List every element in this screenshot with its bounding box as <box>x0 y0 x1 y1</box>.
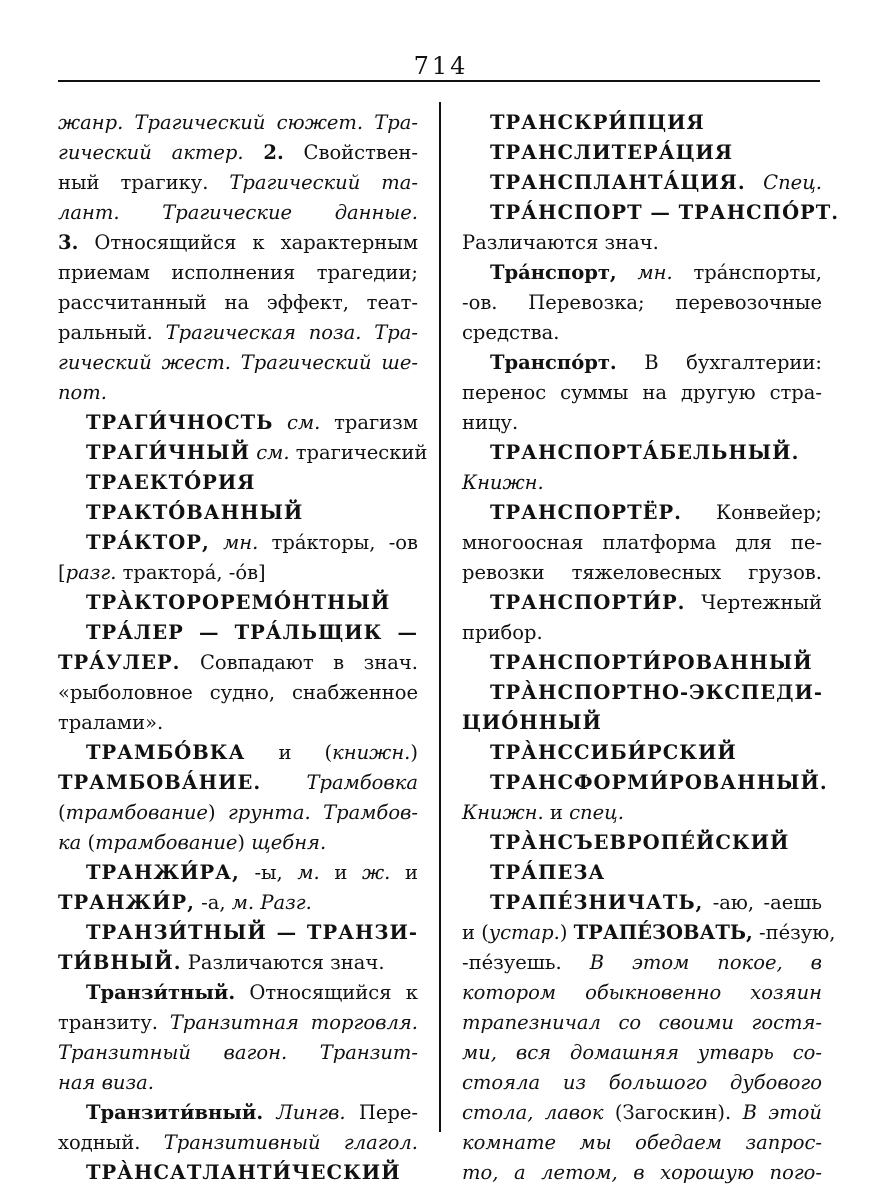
text-segment: трагический <box>289 441 428 464</box>
italic-text: пот. <box>58 381 107 404</box>
text-line <box>462 288 822 318</box>
bold-text: Транзи́тный. <box>86 981 236 1004</box>
text-line <box>86 528 418 558</box>
text-line <box>86 468 418 498</box>
text-line <box>462 378 822 408</box>
italic-text: Трамбовка <box>306 771 418 794</box>
text-line <box>490 258 822 288</box>
text-line <box>462 318 822 348</box>
text-segment: -ов. Перевозка; перевозочные <box>462 291 822 314</box>
text-segment: ный трагику. <box>58 171 230 194</box>
text-line <box>86 438 428 468</box>
text-line <box>490 348 822 378</box>
text-segment: Различаются знач. <box>181 951 385 974</box>
text-segment: прибор. <box>462 621 543 644</box>
text-segment <box>263 1101 276 1124</box>
italic-text: книжн. <box>332 741 411 764</box>
text-line <box>58 108 418 138</box>
text-segment: и ( <box>462 921 489 944</box>
headword: ТРАНСКРИ́ПЦИЯ <box>490 111 705 134</box>
italic-text: м. Разг. <box>231 891 312 914</box>
text-segment: Свойствен- <box>283 141 418 164</box>
text-segment: ( <box>81 831 96 854</box>
headword: ТРАМБОВА́НИЕ. <box>58 771 262 794</box>
italic-text: разг. <box>65 561 117 584</box>
text-line <box>58 678 418 708</box>
text-line <box>58 1068 418 1098</box>
text-line <box>490 168 822 198</box>
italic-text: см. <box>287 411 321 434</box>
text-line <box>58 138 418 168</box>
italic-text: Транзитный вагон. Транзит- <box>58 1041 418 1064</box>
text-segment <box>746 171 764 194</box>
italic-text: котором обыкновенно хозяин <box>462 981 822 1004</box>
text-segment <box>273 411 287 434</box>
italic-text: мн. <box>637 261 673 284</box>
italic-text: см. <box>256 441 290 464</box>
text-line <box>58 648 418 678</box>
italic-text: В этой <box>742 1101 822 1124</box>
text-segment: тра́кторы, -ов <box>258 531 418 554</box>
text-line <box>490 648 822 678</box>
text-segment: ревозки тяжеловесных грузов. <box>462 561 822 584</box>
headword: ТРА́ПЕЗА <box>490 861 606 884</box>
italic-text: спец. <box>569 801 624 824</box>
text-line <box>462 1008 822 1038</box>
text-line <box>462 558 822 588</box>
italic-text: ж. <box>361 861 391 884</box>
text-line <box>462 798 822 828</box>
text-line <box>490 138 822 168</box>
text-segment <box>617 261 638 284</box>
text-line <box>58 198 418 228</box>
text-line <box>86 858 418 888</box>
headword: ТРА̀НСАТЛАНТИ́ЧЕСКИЙ <box>86 1161 401 1184</box>
headword: ТРА́УЛЕР. <box>58 651 181 674</box>
italic-text: Спец. <box>763 171 822 194</box>
italic-text: трапезничал со своими гостя- <box>462 1011 822 1034</box>
text-segment: многоосная платформа для пе- <box>462 531 822 554</box>
text-segment: ) <box>207 801 228 824</box>
text-segment: ) <box>559 921 574 944</box>
text-segment: -аю, -аешь <box>703 891 822 914</box>
italic-text: Трагический та- <box>229 171 418 194</box>
text-segment: Различаются знач. <box>462 231 659 254</box>
bold-text: Транспо́рт. <box>490 351 617 374</box>
text-segment: трактора́, -о́в] <box>116 561 266 584</box>
italic-text: гический жест. Трагический ше- <box>58 351 418 374</box>
text-line <box>86 1158 418 1188</box>
text-line <box>462 1038 822 1068</box>
text-segment: -ы, <box>239 861 298 884</box>
text-line <box>490 588 822 618</box>
text-segment: и <box>390 861 418 884</box>
text-line <box>58 318 418 348</box>
text-line <box>462 1068 822 1098</box>
text-segment: ходный. <box>58 1131 164 1154</box>
headword: ТРАНСПОРТИ́РОВАННЫЙ <box>490 651 813 674</box>
italic-text: трамбование <box>95 831 238 854</box>
text-segment: [ <box>58 561 66 584</box>
header-rule <box>58 80 820 82</box>
text-line <box>86 498 418 528</box>
text-line <box>58 948 418 978</box>
text-line <box>462 1158 822 1188</box>
headword: ТРАНСПОРТИ́Р. <box>490 591 686 614</box>
text-segment: ) <box>237 831 252 854</box>
text-line <box>462 1128 822 1158</box>
text-line <box>490 678 822 708</box>
text-line <box>58 558 418 588</box>
text-line <box>86 738 418 768</box>
headword: ТИ́ВНЫЙ. <box>58 951 182 974</box>
text-line <box>58 288 418 318</box>
text-line <box>490 858 822 888</box>
text-line <box>58 258 418 288</box>
text-segment: рассчитанный на эффект, теат- <box>58 291 418 314</box>
italic-text: гический актер. <box>58 141 244 164</box>
italic-text: то, а летом, в хорошую пого- <box>462 1161 822 1184</box>
italic-text: Книжн. <box>462 471 544 494</box>
text-segment <box>261 771 306 794</box>
text-line <box>462 408 822 438</box>
headword: ТРАНСПЛАНТА́ЦИЯ. <box>490 171 746 194</box>
text-segment: средства. <box>462 321 560 344</box>
text-segment: -пе́зуешь. <box>462 951 590 974</box>
headword: ТРА̀КТОРОРЕМО́НТНЫЙ <box>86 591 391 614</box>
headword: ТРАГИ́ЧНОСТЬ <box>86 411 274 434</box>
text-line <box>58 348 418 378</box>
text-line <box>58 708 418 738</box>
text-segment: (Загоскин). <box>603 1101 743 1124</box>
text-segment: ницу. <box>462 411 519 434</box>
italic-text: ка <box>58 831 82 854</box>
headword: ТРАНСЛИТЕРА́ЦИЯ <box>490 141 734 164</box>
text-line <box>58 798 418 828</box>
italic-text: стояла из большого дубового <box>462 1071 822 1094</box>
text-segment: «рыболовное судно, снабженное <box>58 681 418 704</box>
text-line <box>490 498 822 528</box>
text-segment: и <box>543 801 570 824</box>
headword: ТРАНСПОРТЁР. <box>490 501 682 524</box>
text-line <box>462 528 822 558</box>
text-segment: тралами». <box>58 711 164 734</box>
italic-text: Книжн. <box>462 801 544 824</box>
italic-text: Транзитная торговля. <box>169 1011 418 1034</box>
bold-text: ТРАПЕ́ЗОВАТЬ, <box>573 921 753 944</box>
italic-text: В этом покое, в <box>589 951 822 974</box>
text-line <box>86 918 418 948</box>
italic-text: трамбование <box>65 801 208 824</box>
text-line <box>490 198 840 228</box>
text-segment: -пе́зую, <box>752 921 836 944</box>
text-segment: перенос суммы на другую стра- <box>462 381 822 404</box>
text-line <box>490 828 822 858</box>
text-line <box>86 618 418 648</box>
text-line <box>58 1008 418 1038</box>
bold-text: Транзити́вный. <box>86 1101 264 1124</box>
headword: ТРА́ЛЕР — ТРА́ЛЬЩИК — <box>86 621 418 644</box>
text-segment: тра́нспорты, <box>672 261 822 284</box>
text-line <box>86 588 418 618</box>
italic-text: устар. <box>488 921 560 944</box>
text-line <box>58 228 418 258</box>
headword: ТРА̀НССИБИ́РСКИЙ <box>490 741 737 764</box>
italic-text: мн. <box>223 531 259 554</box>
text-segment: В бухгалтерии: <box>616 351 822 374</box>
text-line <box>462 228 822 258</box>
headword: ТРАПЕ́ЗНИЧАТЬ, <box>490 891 704 914</box>
text-segment: Чертежный <box>685 591 822 614</box>
text-line <box>462 1098 822 1128</box>
italic-text: лант. Трагические данные. <box>58 201 418 224</box>
text-line <box>462 708 822 738</box>
text-line <box>58 888 418 918</box>
text-segment: Относящийся к <box>235 981 418 1004</box>
headword: ТРА́НСПОРТ — ТРАНСПО́РТ. <box>490 201 840 224</box>
text-line <box>58 828 418 858</box>
headword: ТРАГИ́ЧНЫЙ <box>86 441 251 464</box>
italic-text: щебня. <box>251 831 327 854</box>
text-segment <box>244 141 264 164</box>
headword: ТРАНЖИ́Р, <box>58 891 195 914</box>
text-line <box>86 978 418 1008</box>
headword: ТРАКТО́ВАННЫЙ <box>86 501 304 524</box>
headword: ТРА́КТОР, <box>86 531 210 554</box>
text-line <box>490 108 822 138</box>
text-segment: приемам исполнения трагедии; <box>58 261 418 284</box>
text-line <box>462 468 822 498</box>
headword: ТРА̀НСПОРТНО-ЭКСПЕДИ- <box>490 681 823 704</box>
headword: ТРАМБО́ВКА <box>86 741 246 764</box>
italic-text: комнате мы обедаем запрос- <box>462 1131 822 1154</box>
text-line <box>462 618 822 648</box>
italic-text: Транзитивный глагол. <box>163 1131 418 1154</box>
italic-text: жанр. Трагический сюжет. Тра- <box>58 111 418 134</box>
headword: ТРАЕКТО́РИЯ <box>86 471 256 494</box>
text-segment: Относящийся к характерным <box>78 231 418 254</box>
column-divider <box>439 102 441 1132</box>
text-segment: ральный. <box>58 321 166 344</box>
text-segment: -а, <box>194 891 232 914</box>
headword: ТРАНСПОРТА́БЕЛЬНЫЙ. <box>490 441 800 464</box>
italic-text: Трагическая поза. Тра- <box>165 321 418 344</box>
text-segment <box>210 531 223 554</box>
page-number: 714 <box>413 52 469 80</box>
italic-text: грунта. Трамбов- <box>227 801 418 824</box>
text-line <box>490 438 822 468</box>
text-line <box>86 1098 418 1128</box>
text-line <box>490 888 822 918</box>
text-line <box>58 1128 418 1158</box>
headword: ТРАНСФОРМИ́РОВАННЫЙ. <box>490 771 828 794</box>
text-segment: транзиту. <box>58 1011 170 1034</box>
text-segment: Совпадают в знач. <box>180 651 418 674</box>
headword: ТРА̀НСЪЕВРОПЕ́ЙСКИЙ <box>490 831 790 854</box>
italic-text: ми, вся домашняя утварь со- <box>462 1041 822 1064</box>
text-line <box>490 768 828 798</box>
italic-text: ная виза. <box>58 1071 154 1094</box>
italic-text: м. <box>297 861 320 884</box>
text-line <box>462 918 836 948</box>
bold-text: 3. <box>58 231 79 254</box>
bold-text: 2. <box>263 141 284 164</box>
italic-text: Лингв. <box>276 1101 346 1124</box>
text-line <box>462 978 822 1008</box>
text-line <box>58 768 418 798</box>
text-segment: ) <box>410 741 418 764</box>
headword: ТРАНЗИ́ТНЫЙ — ТРАНЗИ- <box>86 921 418 944</box>
text-segment: Пере- <box>345 1101 419 1124</box>
italic-text: стола, лавок <box>462 1101 604 1124</box>
text-line <box>86 408 418 438</box>
text-line <box>490 738 822 768</box>
headword: ТРАНЖИ́РА, <box>86 861 240 884</box>
text-line <box>58 1038 418 1068</box>
text-line <box>58 168 418 198</box>
bold-text: Тра́нспорт, <box>490 261 617 284</box>
text-segment: трагизм <box>320 411 418 434</box>
text-segment: ( <box>58 801 66 824</box>
text-segment: и <box>319 861 362 884</box>
headword: ЦИО́ННЫЙ <box>462 711 602 734</box>
text-segment: Конвейер; <box>681 501 822 524</box>
text-line <box>58 378 418 408</box>
text-segment: и ( <box>245 741 333 764</box>
text-line <box>462 948 822 978</box>
